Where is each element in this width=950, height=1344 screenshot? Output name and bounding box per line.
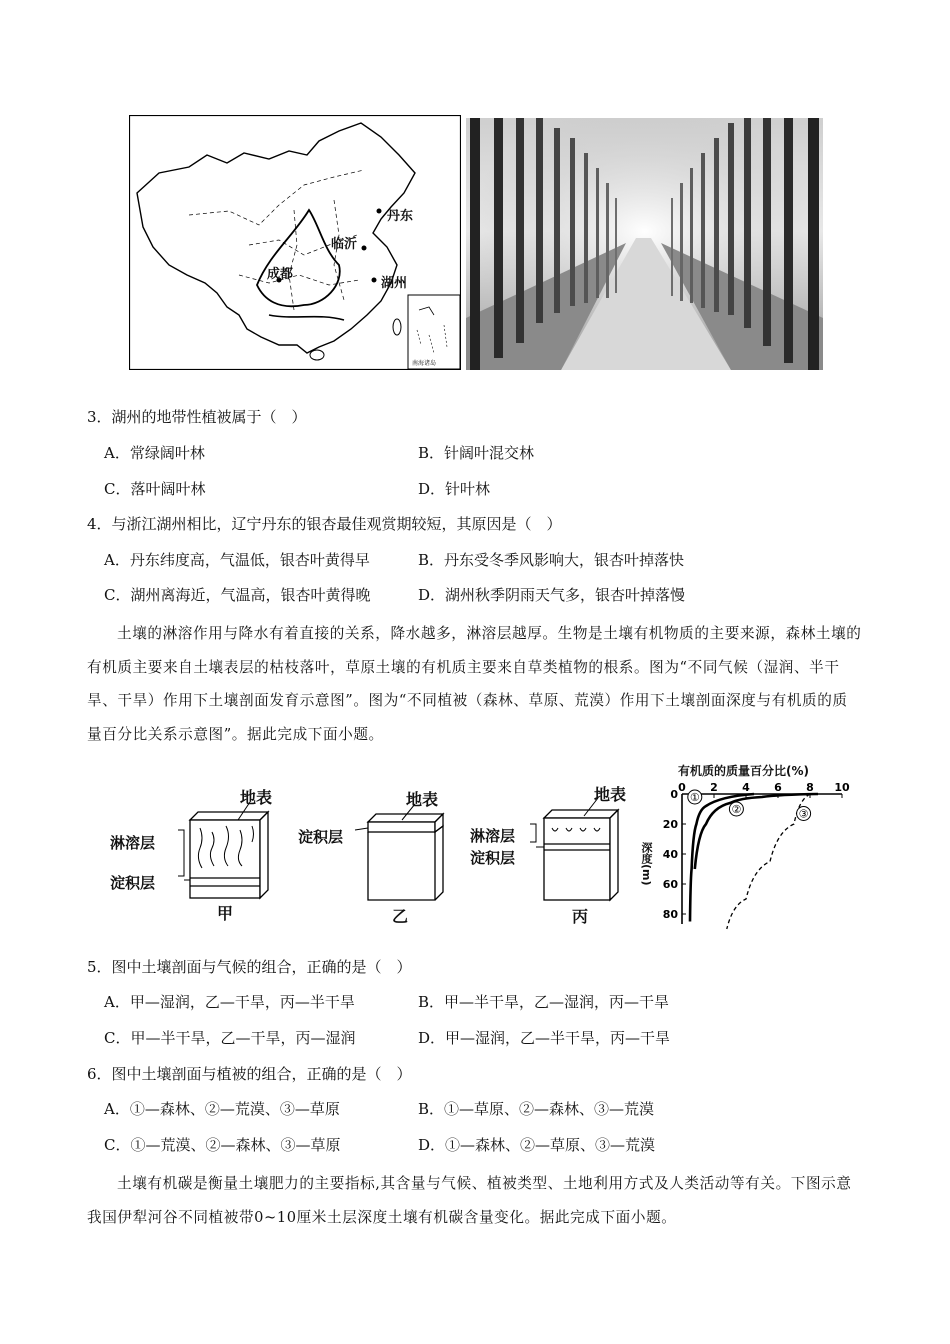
option-3c[interactable]: C．落叶阔叶林 bbox=[104, 480, 206, 498]
ginkgo-photo bbox=[466, 118, 823, 370]
option-4b[interactable]: B．丹东受冬季风影响大，银杏叶掉落快 bbox=[418, 551, 685, 569]
passage-soil-carbon: 土壤有机碳是衡量土壤肥力的主要指标,其含量与气候、植被类型、土地利用方式及人类活动等有关。下图示意我国伊犁河谷不同植被带0~10厘米土层深度土壤有机碳含量变化。据此完成下面小题。 bbox=[87, 1175, 852, 1226]
series-label-2: ② bbox=[731, 803, 742, 816]
option-5b[interactable]: B．甲—半干旱，乙—湿润，丙—干旱 bbox=[418, 993, 670, 1011]
question-5 bbox=[87, 957, 412, 977]
series-line-1 bbox=[690, 794, 754, 922]
option-4d[interactable]: D．湖州秋季阴雨天气多，银杏叶掉落慢 bbox=[418, 586, 686, 604]
label-deposit-yi: 淀积层 bbox=[298, 828, 344, 846]
city-label-linyi: 临沂 bbox=[331, 237, 358, 252]
organic-matter-chart bbox=[640, 760, 860, 930]
label-surface-yi: 地表 bbox=[406, 790, 439, 809]
label-deposit-jia: 淀积层 bbox=[110, 874, 156, 892]
option-3a[interactable]: A．常绿阔叶林 bbox=[104, 444, 205, 462]
x-tick-label: 10 bbox=[834, 781, 850, 794]
option-5c[interactable]: C．甲—半干旱，乙—干旱，丙—湿润 bbox=[104, 1029, 356, 1047]
question-4 bbox=[87, 514, 562, 534]
option-6c[interactable]: C．①—荒漠、②—森林、③—草原 bbox=[104, 1136, 341, 1154]
series-label-3: ③ bbox=[798, 807, 809, 821]
label-profile-jia: 甲 bbox=[217, 904, 234, 923]
city-label-chengdu: 成都 bbox=[267, 267, 294, 282]
chart-title: 有机质的质量百分比(%) bbox=[678, 764, 809, 778]
city-label-huzhou: 湖州 bbox=[381, 276, 408, 291]
label-surface-jia: 地表 bbox=[240, 788, 273, 807]
soil-profile-figure bbox=[100, 780, 660, 930]
x-tick-label: 8 bbox=[806, 781, 814, 794]
inset-label: 南海诸岛 bbox=[412, 360, 437, 367]
option-3d[interactable]: D．针叶林 bbox=[418, 480, 491, 498]
question-number: 5． bbox=[87, 958, 112, 976]
question-stem: 图中土壤剖面与气候的组合，正确的是（ ） bbox=[111, 958, 412, 976]
option-4c[interactable]: C．湖州离海近，气温高，银杏叶黄得晚 bbox=[104, 586, 371, 604]
option-6a[interactable]: A．①—森林、②—荒漠、③—草原 bbox=[104, 1100, 340, 1118]
label-leaching-bing: 淋溶层 bbox=[470, 827, 516, 845]
y-tick-label: 80 bbox=[662, 908, 678, 921]
y-tick-label: 0 bbox=[670, 788, 678, 801]
x-tick-label: 0 bbox=[678, 781, 686, 794]
question-number: 3． bbox=[87, 408, 112, 426]
city-label-dandong: 丹东 bbox=[387, 209, 414, 224]
passage-soil-leaching: 土壤的淋溶作用与降水有着直接的关系，降水越多，淋溶层越厚。生物是土壤有机物质的主要来源，森林土壤的有机质主要来自土壤表层的枯枝落叶，草原土壤的有机质主要来自草类植物的根系。图为“不同气候（湿润、半干旱、干旱）作用下土壤剖面发育示意图”。图为“不同植被（森林、草原、荒漠）作用下土壤剖面深度与有机质的质量百分比关系示意图”。据此完成下面小题。 bbox=[87, 625, 862, 743]
option-5d[interactable]: D．甲—湿润，乙—半干旱，丙—干旱 bbox=[418, 1029, 671, 1047]
option-3b[interactable]: B．针阔叶混交林 bbox=[418, 444, 535, 462]
y-tick-label: 20 bbox=[662, 818, 678, 831]
x-tick-label: 2 bbox=[710, 781, 718, 794]
label-surface-bing: 地表 bbox=[594, 785, 627, 804]
question-stem: 与浙江湖州相比，辽宁丹东的银杏最佳观赏期较短，其原因是（ ） bbox=[111, 515, 562, 533]
question-number: 6． bbox=[87, 1065, 112, 1083]
chart-ylabel: 深度(m) bbox=[640, 842, 653, 886]
x-tick-label: 4 bbox=[742, 781, 750, 794]
label-leaching-jia: 淋溶层 bbox=[110, 834, 156, 852]
question-stem: 湖州的地带性植被属于（ ） bbox=[111, 408, 307, 426]
label-profile-yi: 乙 bbox=[392, 907, 409, 926]
question-3 bbox=[87, 407, 307, 427]
y-tick-label: 40 bbox=[662, 848, 678, 861]
option-6d[interactable]: D．①—森林、②—草原、③—荒漠 bbox=[418, 1136, 656, 1154]
x-tick-label: 6 bbox=[774, 781, 782, 794]
china-map bbox=[129, 115, 461, 370]
series-label-1: ① bbox=[689, 791, 700, 804]
option-5a[interactable]: A．甲—湿润，乙—干旱，丙—半干旱 bbox=[104, 993, 355, 1011]
question-stem: 图中土壤剖面与植被的组合，正确的是（ ） bbox=[111, 1065, 412, 1083]
option-6b[interactable]: B．①—草原、②—森林、③—荒漠 bbox=[418, 1100, 655, 1118]
y-tick-label: 60 bbox=[662, 878, 678, 891]
label-profile-bing: 丙 bbox=[572, 907, 589, 926]
option-4a[interactable]: A．丹东纬度高，气温低，银杏叶黄得早 bbox=[104, 551, 370, 569]
question-number: 4． bbox=[87, 515, 112, 533]
label-deposit-bing: 淀积层 bbox=[470, 849, 516, 867]
question-6 bbox=[87, 1064, 412, 1084]
